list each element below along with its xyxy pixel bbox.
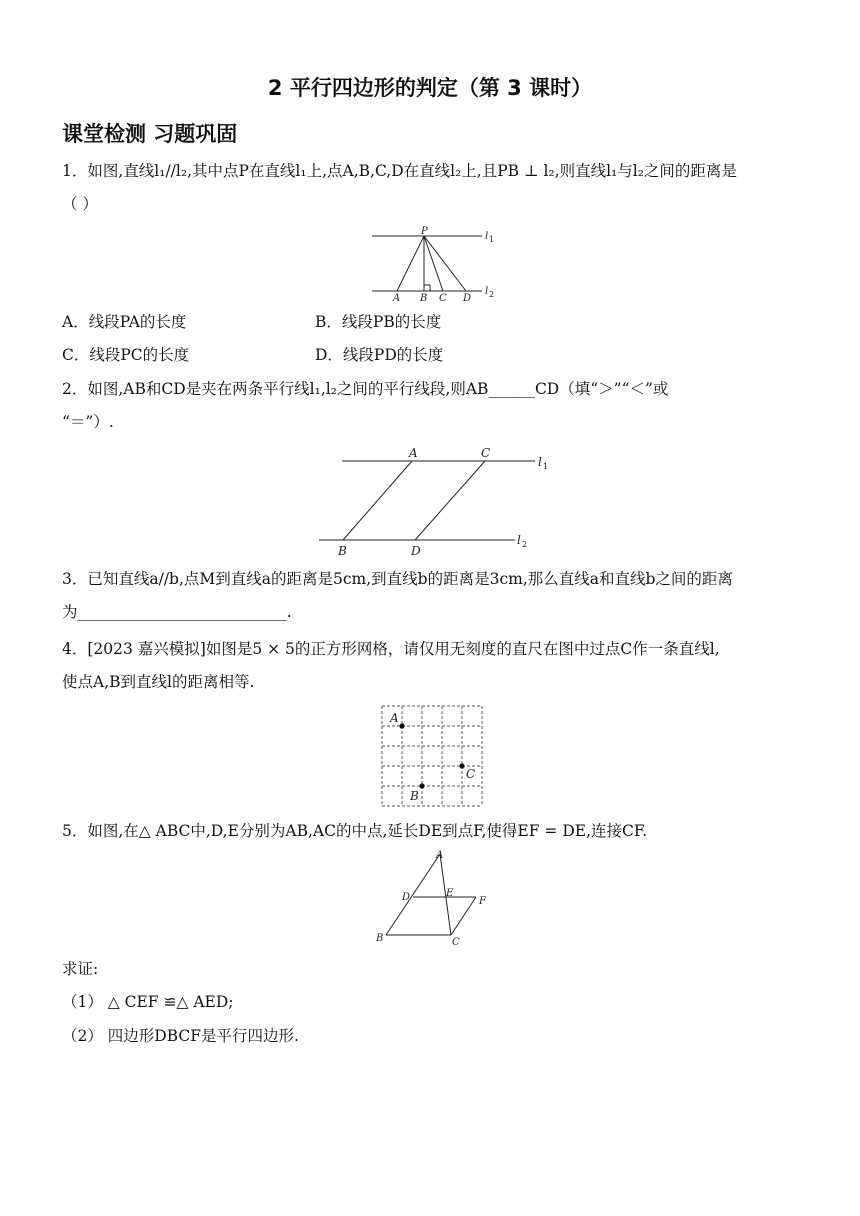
l2-label: l [485, 286, 489, 297]
point-f-label: F [479, 896, 486, 907]
l1-subscript: 1 [489, 235, 495, 244]
point-c-dot [459, 763, 464, 768]
point-d-label: D [463, 293, 472, 304]
q1-option-c[interactable]: C．线段PC的长度 [62, 346, 190, 364]
point-d-label: D [411, 544, 421, 558]
q1-option-a[interactable]: A．线段PA的长度 [62, 313, 187, 331]
q5-stem-line1: 5．如图,在△ ABC中,D,E分别为AB,AC的中点,延长DE到点F,使得EF = DE,连接CF. [62, 822, 648, 840]
segment-cf [451, 897, 476, 935]
segment-ab [343, 461, 412, 540]
q5-figure [370, 846, 500, 950]
segment-cd [415, 461, 485, 540]
q5-prove-label: 求证: [62, 960, 99, 978]
q4-grid-figure [376, 700, 492, 812]
point-c-label: C [439, 293, 447, 304]
point-c-label: C [481, 446, 491, 460]
point-a-label: A [393, 293, 401, 304]
point-b-label: B [376, 933, 384, 944]
point-b-dot [419, 783, 424, 788]
l2-subscript: 2 [489, 290, 495, 299]
q2-figure [315, 440, 555, 562]
q1-option-d[interactable]: D．线段PD的长度 [315, 346, 444, 364]
l1-label: l [485, 231, 489, 242]
segment-ab [386, 854, 440, 935]
point-d-label: D [402, 892, 411, 903]
point-c-label: C [466, 767, 476, 781]
point-c-label: C [452, 937, 460, 948]
q1-stem-line1: 1．如图,直线l₁//l₂,其中点P在直线l₁上,点A,B,C,D在直线l₂上,且PB ⊥ l₂,则直线l₁与l₂之间的距离是 [62, 162, 737, 180]
q1-option-b[interactable]: B．线段PB的长度 [315, 313, 442, 331]
point-a-label: A [409, 446, 418, 460]
point-p-label: P [421, 226, 428, 237]
q4-stem-line2: 使点A,B到直线l的距离相等. [62, 673, 255, 691]
segment-pc [424, 236, 443, 291]
point-b-label: B [420, 293, 428, 304]
l2-subscript: 2 [522, 540, 528, 549]
q3-stem-line2: 为___________________________. [62, 603, 292, 621]
q2-stem-line1: 2．如图,AB和CD是夹在两条平行线l₁,l₂之间的平行线段,则AB______CD（填“＞”“＜”或 [62, 380, 669, 398]
page-title: 2 平行四边形的判定（第 3 课时） [267, 76, 593, 100]
q1-stem-line2: （ ） [62, 195, 98, 213]
point-a-dot [399, 723, 404, 728]
l2-label: l [517, 533, 521, 547]
q4-stem-line1: 4．[2023 嘉兴模拟]如图是5 × 5的正方形网格，请仅用无刻度的直尺在图中过点C作一条直线l, [62, 640, 720, 658]
q2-stem-line2: “＝”）. [62, 413, 114, 431]
point-b-label: B [338, 544, 347, 558]
q1-figure [368, 222, 508, 306]
point-b-label: B [410, 789, 419, 803]
l1-label: l [538, 455, 542, 469]
l1-subscript: 1 [543, 462, 549, 471]
q5-part2: （2） 四边形DBCF是平行四边形. [62, 1027, 299, 1045]
point-a-label: A [436, 850, 444, 861]
q3-stem-line1: 3．已知直线a//b,点M到直线a的距离是5cm,到直线b的距离是3cm,那么直线a和直线b之间的距离 [62, 570, 733, 588]
segment-pd [424, 236, 466, 291]
point-e-label: E [446, 888, 454, 899]
segment-pa [397, 236, 424, 291]
q5-part1: （1） △ CEF ≌△ AED; [62, 993, 234, 1011]
section-title: 课堂检测 习题巩固 [62, 122, 238, 146]
point-a-label: A [390, 711, 399, 725]
right-angle-mark [424, 285, 430, 291]
